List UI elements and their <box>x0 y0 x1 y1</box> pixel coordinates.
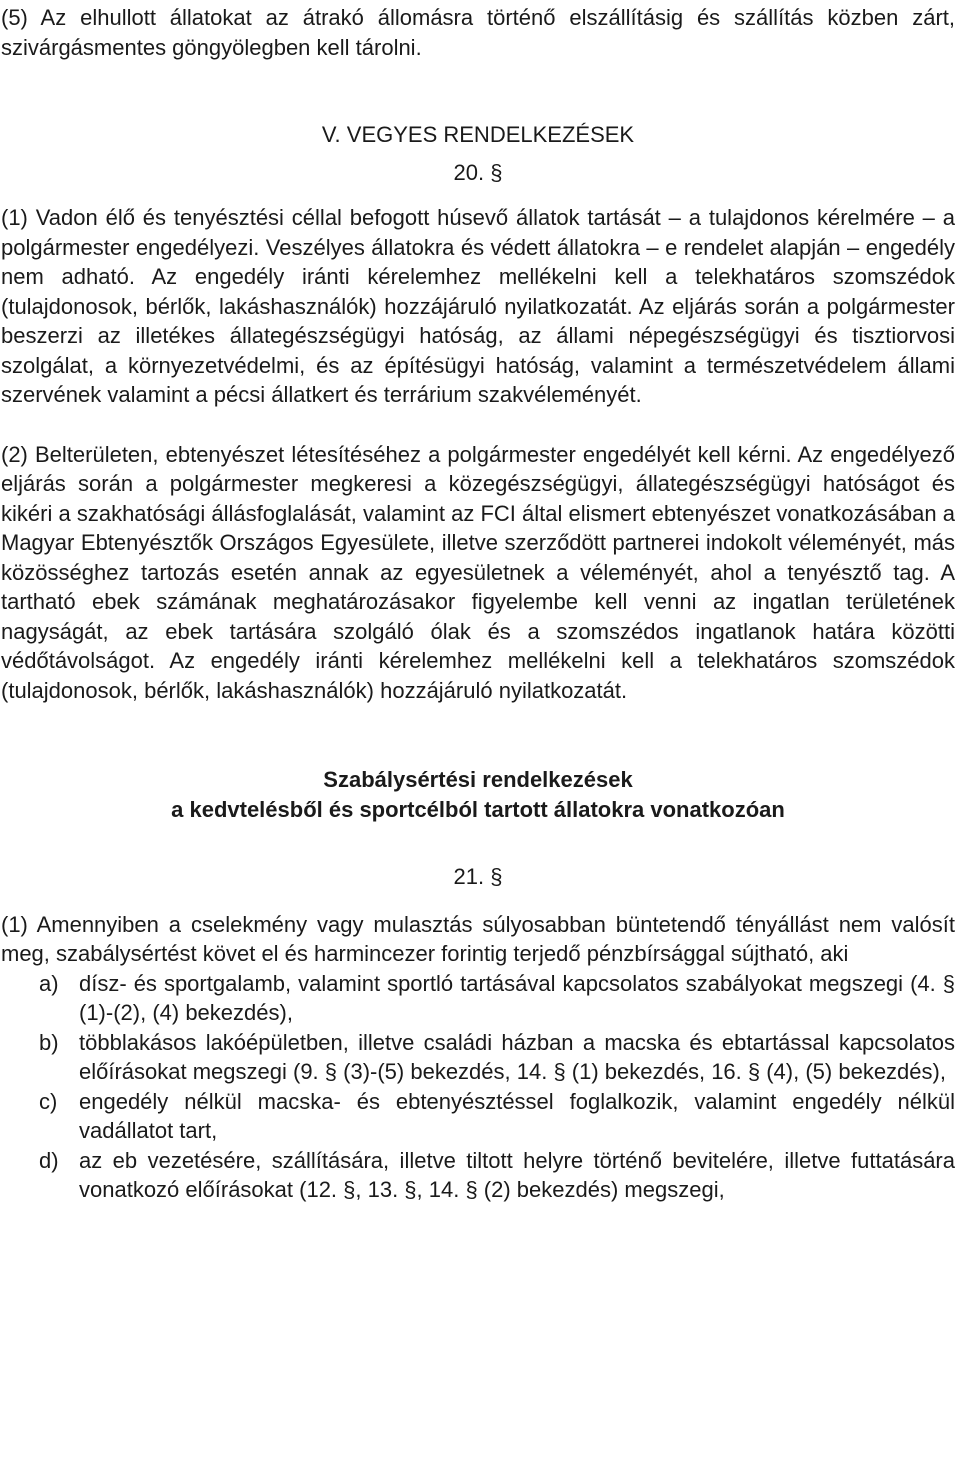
list-item <box>1 969 955 1028</box>
list-item-marker: a) <box>39 970 59 996</box>
list-item-text: engedély nélkül macska- és ebtenyésztéssel foglalkozik, valamint engedély nélkül vadállatot tart, <box>79 1088 955 1143</box>
list-item-marker: c) <box>39 1088 58 1114</box>
section-21-item-list <box>1 969 955 1205</box>
chapter-title: V. VEGYES RENDELKEZÉSEK <box>321 122 635 147</box>
list-item-text: dísz- és sportgalamb, valamint sportló tartásával kapcsolatos szabályokat megszegi (4. § (1)-(2), (4) bekezdés), <box>79 970 955 1025</box>
section-20-paragraph-2: (2) Belterületen, ebtenyészet létesítéséhez a polgármester engedélyét kell kérni. Az engedélyező eljárás során a polgármester megkeresi a közegészségügyi, állategészségügyi hatóságot és kikéri a szakhatósági állásfoglalását, valamint az FCI által elismert ebtenyészet vonatkozásában a Magyar Ebtenyésztők Országos Egyesülete, illetve szerződött partnerei indokolt véleményét, más közösséghez tartozás esetén annak az egyesületnek a véleményét, ahol a tenyésztő tag. A tartható ebek számának meghatározásakor figyelembe kell venni az ingatlan területének nagyságát, az ebek tartására szolgáló ólak és a szomszédos ingatlanok határa közötti védőtávolságot. Az engedély iránti kérelemhez mellékelni kell a telekhatáros szomszédok (tulajdonosok, bérlők, lakáshasználók) hozzájáruló nyilatkozatát. <box>1 441 955 703</box>
list-item <box>1 1028 955 1087</box>
heading-line-2: a kedvtelésből és sportcélból tartott állatokra vonatkozóan <box>171 796 785 822</box>
list-item-text: többlakásos lakóépületben, illetve családi házban a macska és ebtartással kapcsolatos előírásokat megszegi (9. § (3)-(5) bekezdés, 14. § (1) bekezdés, 16. § (4), (5) bekezdés), <box>79 1029 955 1084</box>
section-heading <box>1 765 955 824</box>
section-20-paragraph-1: (1) Vadon élő és tenyésztési céllal befogott húsevő állatok tartását – a tulajdonos kérelmére – a polgármester engedélyezi. Veszélyes állatokra és védett állatokra – e rendelet alapján – engedély nem adható. Az engedély iránti kérelemhez mellékelni kell a telekhatáros szomszédok (tulajdonosok, bérlők, lakáshasználók) hozzájáruló nyilatkozatát. Az eljárás során a polgármester beszerzi az illetékes állategészségügyi hatóság, az állami népegészségügyi és tisztiorvosi szolgálat, a környezetvédelmi, és az építésügyi hatóság, valamint a természetvédelem állami szervének valamint a pécsi állatkert és terrárium szakvéleményét. <box>1 205 955 407</box>
list-item <box>1 1146 955 1205</box>
list-item-text: az eb vezetésére, szállítására, illetve tiltott helyre történő bevitelére, illetve futtatására vonatkozó előírásokat (12. §, 13. §, 14. § (2) bekezdés) megszegi, <box>79 1147 955 1202</box>
section-21-paragraph-1: (1) Amennyiben a cselekmény vagy mulasztás súlyosabban büntetendő tényállást nem valósít meg, szabálysértést követ el és harmincezer forintig terjedő pénzbírsággal sújtható, aki <box>1 911 955 966</box>
paragraph-5: (5) Az elhullott állatokat az átrakó állomásra történő elszállításig és szállítás közben zárt, szivárgásmentes göngyölegben kell tárolni. <box>1 5 955 60</box>
list-item <box>1 1087 955 1146</box>
list-item-marker: d) <box>39 1147 59 1173</box>
section-20-number: 20. § <box>453 159 503 185</box>
heading-line-1: Szabálysértési rendelkezések <box>323 767 633 792</box>
list-item-marker: b) <box>39 1029 59 1055</box>
section-21-number: 21. § <box>453 864 503 889</box>
